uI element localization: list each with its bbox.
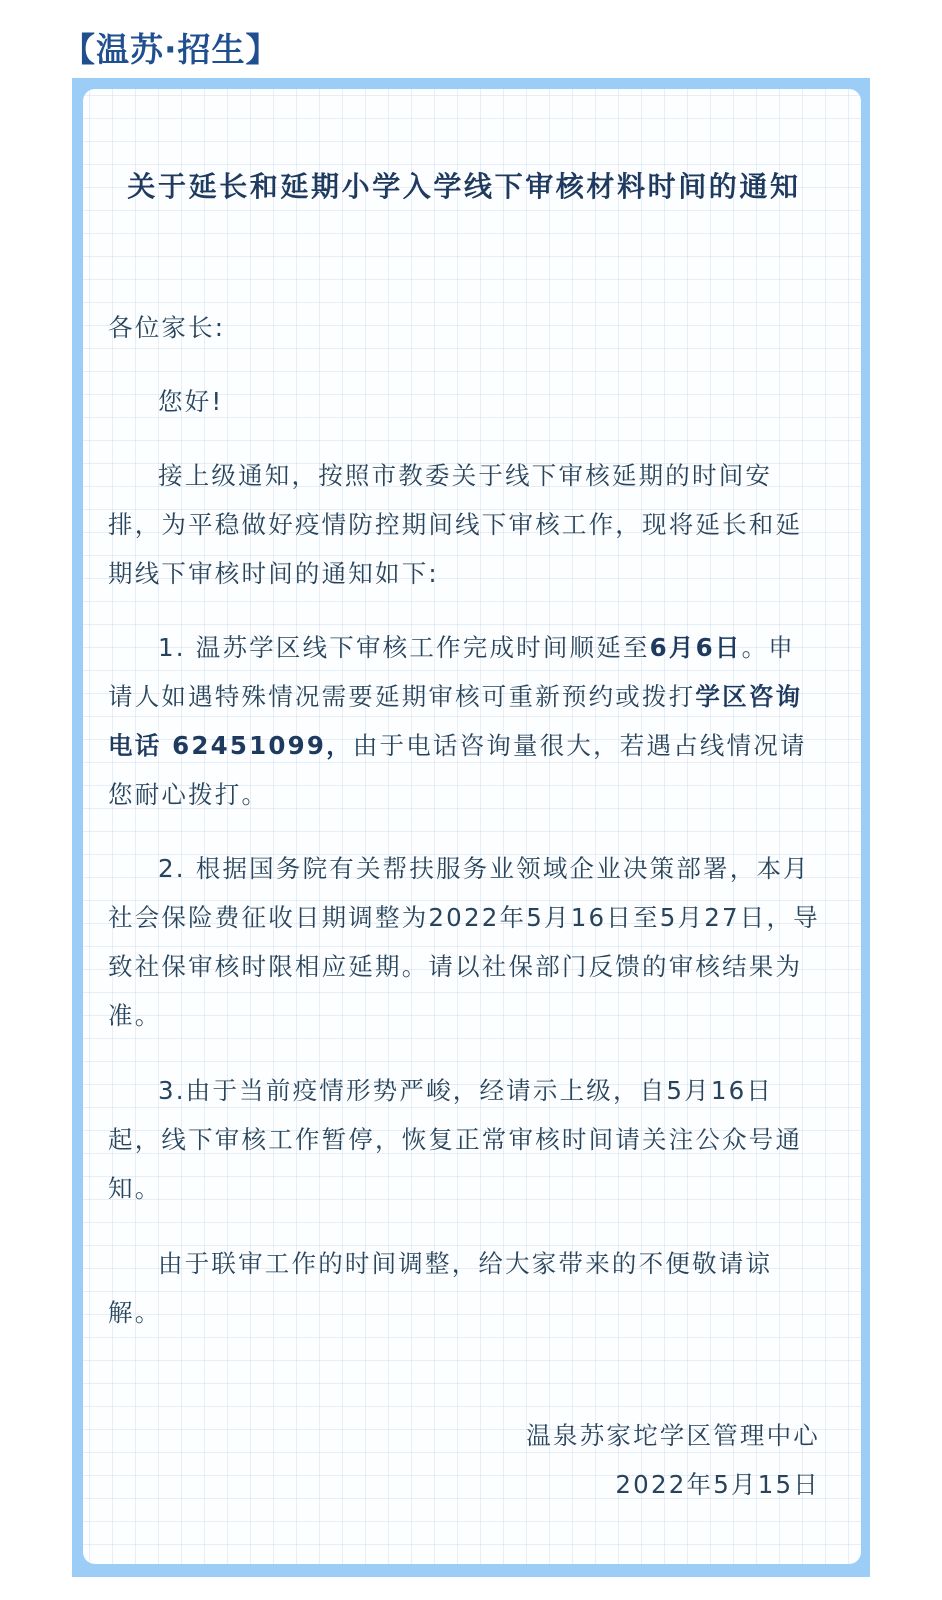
salutation: 各位家长: (108, 313, 226, 342)
item-1-text-b: 。申请人如遇特殊情况需要延期审核可重新预约或拨打 (108, 633, 795, 711)
item-3-paragraph: 3.由于当前疫情形势严峻，经请示上级，自5月16日起，线下审核工作暂停，恢复正常审核时间请关注公众号通知。 (108, 1076, 803, 1203)
closing-paragraph: 由于联审工作的时间调整，给大家带来的不便敬请谅解。 (108, 1249, 773, 1327)
intro-paragraph: 接上级通知，按照市教委关于线下审核延期的时间安排，为平稳做好疫情防控期间线下审核工作，现将延长和延期线下审核时间的通知如下: (108, 461, 803, 588)
greeting: 您好! (158, 387, 224, 416)
consult-phone: 学区咨询电话 62451099， (108, 682, 803, 760)
notice-date: 2022年5月15日 (615, 1470, 820, 1499)
notice-title: 关于延长和延期小学入学线下审核材料时间的通知 (127, 170, 801, 203)
item-1-text-c: 由于电话咨询量很大，若遇占线情况请您耐心拨打。 (108, 731, 807, 809)
notice-card (83, 89, 861, 1564)
item-1-text-a: 1. 温苏学区线下审核工作完成时间顺延至 (158, 633, 650, 662)
header-tag: 【温苏·招生】 (62, 30, 280, 69)
signature: 温泉苏家坨学区管理中心 (526, 1421, 820, 1450)
item-1-paragraph (108, 623, 820, 819)
notice-frame (72, 78, 870, 1577)
item-2-paragraph: 2. 根据国务院有关帮扶服务业领域企业决策部署，本月社会保险费征收日期调整为2022年5月16日至5月27日，导致社保审核时限相应延期。请以社保部门反馈的审核结果为准。 (108, 854, 820, 1030)
deadline-date: 6月6日 (649, 633, 742, 662)
